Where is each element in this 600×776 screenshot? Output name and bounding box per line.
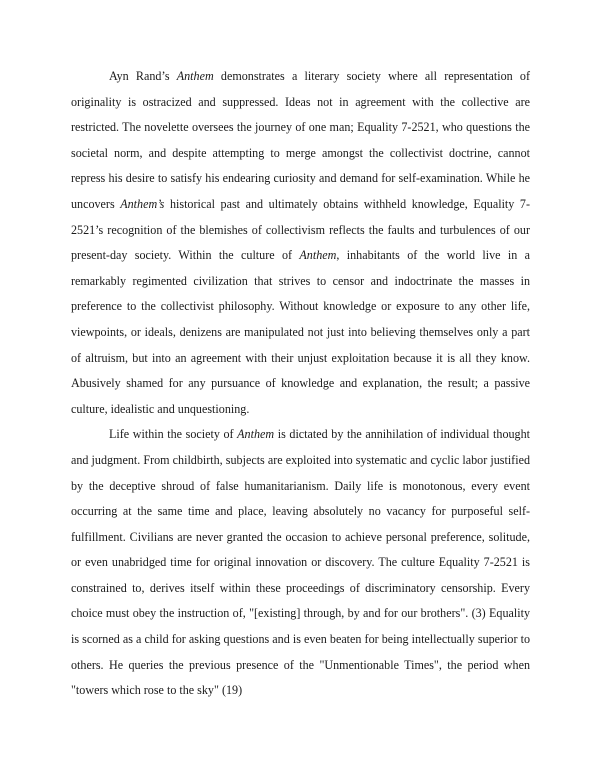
- paragraph-1: [71, 64, 530, 422]
- body-text: [71, 64, 530, 704]
- text-span: historical past and ultimately obtains withheld knowledge, Equality 7-2521’s recognition of the blemishes of collectivism reflects the faults and turbulences of our present-day society. Within the culture of: [71, 196, 530, 263]
- book-title-italic: Anthem’s: [120, 196, 165, 211]
- text-span: , inhabitants of the world live in a remarkably regimented civilization that strives to censor and indoctrinate the masses in preference to the collectivist philosophy. Without knowledge or exposure to any other life, viewpoints, or ideals, denizens are manipulated not just into believing themselves only a part of altruism, but into an agreement with their unjust exploitation because it is all they know. Abusively shamed for any pursuance of knowledge and explanation, the result; a passive culture, idealistic and unquestioning.: [71, 248, 531, 416]
- text-span: Life within the society of: [109, 427, 238, 442]
- text-span: is dictated by the annihilation of individual thought and judgment. From childbirth, subjects are exploited into systematic and cyclic labor justified by the deceptive shroud of false humanitarianism. Daily life is monotonous, every event occurring at the same time and place, leaving absolutely no vacancy for purposeful self-fulfillment. Civilians are never granted the occasion to achieve personal preference, solitude, or even unabridged time for original innovation or discovery. The culture Equality 7-2521 is constrained to, derives itself within these proceedings of discriminatory censorship. Every choice must obey the instruction of, "[existing] through, by and for our brothers". (3) Equality is scorned as a child for asking questions and is even beaten for being intellectually superior to others. He queries the previous presence of the "Unmentionable Times", the period when "towers which rose to the sky" (19): [71, 427, 530, 698]
- text-span: demonstrates a literary society where all representation of originality is ostracized and suppressed. Ideas not in agreement with the collective are restricted. The novelette oversees the journey of one man; Equality 7-2521, who questions the societal norm, and despite attempting to merge amongst the collectivist doctrine, cannot repress his desire to satisfy his endearing curiosity and demand for self-examination. While he uncovers: [71, 69, 530, 211]
- book-title-italic: Anthem: [299, 248, 337, 263]
- book-title-italic: Anthem: [176, 69, 214, 83]
- book-title-italic: Anthem: [237, 427, 275, 442]
- paragraph-2: [71, 422, 530, 704]
- text-span: Ayn Rand’s: [109, 69, 177, 83]
